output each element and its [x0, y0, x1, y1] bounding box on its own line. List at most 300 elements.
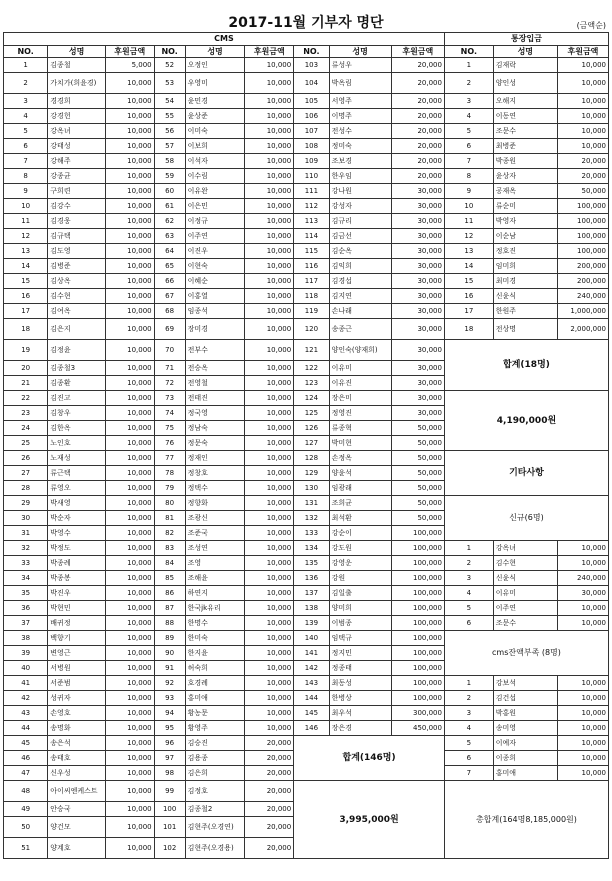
donation-amount: 20,000 — [391, 169, 444, 184]
donation-amount: 10,000 — [105, 631, 154, 646]
donation-amount: 10,000 — [245, 361, 294, 376]
donor-name: 최우석 — [329, 706, 391, 721]
donation-amount: 50,000 — [391, 451, 444, 466]
donor-name: 전부수 — [185, 340, 245, 361]
row-number: 131 — [294, 496, 329, 511]
donation-amount: 10,000 — [105, 391, 154, 406]
shortage-label: cms잔액부족 (8명) — [444, 631, 608, 676]
row-number: 34 — [4, 571, 48, 586]
donor-name: 성귀자 — [48, 691, 106, 706]
donor-name: 이은민 — [185, 199, 245, 214]
table-row — [4, 199, 609, 214]
donor-name: 전태진 — [185, 391, 245, 406]
row-number: 76 — [154, 436, 185, 451]
table-row — [4, 571, 609, 586]
donor-name: 이유미 — [493, 586, 557, 601]
row-number: 10 — [4, 199, 48, 214]
donor-name: 김규리 — [329, 214, 391, 229]
table-row — [4, 781, 609, 802]
row-number: 66 — [154, 274, 185, 289]
etc-label: 기타사항 — [444, 451, 608, 496]
row-number: 82 — [154, 526, 185, 541]
donation-amount: 10,000 — [557, 676, 608, 691]
row-number: 116 — [294, 259, 329, 274]
row-number: 113 — [294, 214, 329, 229]
donation-amount: 1,000,000 — [557, 304, 608, 319]
name-header: 성명 — [185, 46, 245, 58]
donor-name: 조영 — [185, 556, 245, 571]
row-number: 32 — [4, 541, 48, 556]
donor-name: 서준범 — [48, 676, 106, 691]
grand-total: 총합계(164명8,185,000원) — [444, 781, 608, 859]
donation-amount: 100,000 — [557, 214, 608, 229]
donation-amount: 10,000 — [245, 436, 294, 451]
donation-amount: 10,000 — [105, 289, 154, 304]
donor-name: 한병상 — [329, 691, 391, 706]
donation-amount: 10,000 — [105, 721, 154, 736]
row-number: 2 — [4, 73, 48, 94]
donor-name: 김현주(오경용) — [185, 838, 245, 859]
row-number: 49 — [4, 802, 48, 817]
donor-name: 이범종 — [329, 616, 391, 631]
donation-amount: 10,000 — [105, 259, 154, 274]
donor-name: 류영오 — [48, 481, 106, 496]
donation-amount: 10,000 — [245, 214, 294, 229]
row-number: 12 — [444, 229, 493, 244]
donation-amount: 100,000 — [391, 601, 444, 616]
donation-amount: 10,000 — [105, 124, 154, 139]
row-number: 85 — [154, 571, 185, 586]
donor-name: 정향화 — [185, 496, 245, 511]
row-number: 4 — [444, 586, 493, 601]
row-number: 117 — [294, 274, 329, 289]
donation-amount: 30,000 — [391, 184, 444, 199]
table-row — [4, 214, 609, 229]
donor-name: 최미경 — [493, 274, 557, 289]
donor-name: 강영운 — [329, 556, 391, 571]
donation-amount: 100,000 — [391, 646, 444, 661]
table-row — [4, 259, 609, 274]
donor-name: 오해지 — [493, 94, 557, 109]
donor-name: 정영진 — [329, 406, 391, 421]
donor-name: 김수현 — [493, 556, 557, 571]
donation-amount: 30,000 — [391, 304, 444, 319]
row-number: 37 — [4, 616, 48, 631]
donor-table — [3, 32, 609, 859]
donor-name: 호경례 — [185, 676, 245, 691]
row-number: 108 — [294, 139, 329, 154]
donation-amount: 100,000 — [557, 244, 608, 259]
donation-amount: 10,000 — [105, 676, 154, 691]
donor-name: 이보희 — [185, 139, 245, 154]
row-number: 16 — [4, 289, 48, 304]
donor-name: 강보석 — [493, 676, 557, 691]
donation-amount: 100,000 — [391, 631, 444, 646]
sort-note: (금액순) — [576, 21, 606, 30]
donor-name: 김병준 — [48, 259, 106, 274]
donation-amount: 10,000 — [557, 556, 608, 571]
donor-name: 류종혁 — [329, 421, 391, 436]
table-row — [4, 154, 609, 169]
row-number: 44 — [4, 721, 48, 736]
row-number: 88 — [154, 616, 185, 631]
row-number: 94 — [154, 706, 185, 721]
donation-amount: 10,000 — [245, 244, 294, 259]
donation-amount: 10,000 — [245, 466, 294, 481]
donor-name: 양건모 — [48, 817, 106, 838]
donation-amount: 100,000 — [391, 691, 444, 706]
donation-amount: 10,000 — [245, 631, 294, 646]
donor-name: 신우성 — [48, 766, 106, 781]
donor-name: 정창호 — [185, 466, 245, 481]
table-row — [4, 244, 609, 259]
donor-name: 신윤식 — [493, 571, 557, 586]
donor-name: 김건섭 — [493, 691, 557, 706]
donation-amount: 50,000 — [557, 184, 608, 199]
donor-name: 강종균 — [48, 169, 106, 184]
transfer-total-label: 합계(18명) — [444, 340, 608, 391]
row-number: 9 — [4, 184, 48, 199]
donor-name: 안승국 — [48, 802, 106, 817]
donation-amount: 10,000 — [557, 691, 608, 706]
row-number: 10 — [444, 199, 493, 214]
no-header: NO. — [444, 46, 493, 58]
row-number: 71 — [154, 361, 185, 376]
donor-name: 임광래 — [329, 481, 391, 496]
donation-amount: 10,000 — [245, 721, 294, 736]
donation-amount: 10,000 — [105, 496, 154, 511]
new-donors-label: 신규(6명) — [444, 496, 608, 541]
donor-name: 이유진 — [329, 376, 391, 391]
donor-name: 김도영 — [48, 244, 106, 259]
donation-amount: 100,000 — [391, 571, 444, 586]
donor-name: 강원 — [329, 571, 391, 586]
row-number: 21 — [4, 376, 48, 391]
donation-amount: 10,000 — [105, 511, 154, 526]
amount-header: 후원금액 — [105, 46, 154, 58]
amount-header: 후원금액 — [391, 46, 444, 58]
row-number: 4 — [444, 721, 493, 736]
donation-amount: 10,000 — [245, 229, 294, 244]
row-number: 31 — [4, 526, 48, 541]
row-number: 115 — [294, 244, 329, 259]
donor-name: 김종철3 — [48, 361, 106, 376]
donation-amount: 10,000 — [245, 289, 294, 304]
row-number: 132 — [294, 511, 329, 526]
table-row — [4, 691, 609, 706]
donation-amount: 10,000 — [105, 184, 154, 199]
row-number: 3 — [4, 94, 48, 109]
donor-name: 이순남 — [493, 229, 557, 244]
donor-name: 이유미 — [329, 361, 391, 376]
donor-name: 박종원 — [493, 154, 557, 169]
donor-name: 조문수 — [493, 124, 557, 139]
no-header: NO. — [154, 46, 185, 58]
row-number: 1 — [4, 58, 48, 73]
donation-amount: 30,000 — [391, 340, 444, 361]
row-number: 41 — [4, 676, 48, 691]
donation-amount: 10,000 — [557, 58, 608, 73]
row-number: 137 — [294, 586, 329, 601]
row-number: 84 — [154, 556, 185, 571]
donor-name: 한국jk유리 — [185, 601, 245, 616]
donation-amount: 10,000 — [105, 229, 154, 244]
row-number: 123 — [294, 376, 329, 391]
donation-amount: 30,000 — [391, 229, 444, 244]
donor-name: 김지연 — [329, 289, 391, 304]
donor-name: 이현숙 — [185, 259, 245, 274]
donation-amount: 10,000 — [105, 139, 154, 154]
donor-name: 박종봉 — [48, 571, 106, 586]
table-row — [4, 184, 609, 199]
table-row — [4, 496, 609, 511]
row-number: 20 — [4, 361, 48, 376]
donor-name: 박정도 — [48, 541, 106, 556]
donation-amount: 30,000 — [391, 361, 444, 376]
donation-amount: 100,000 — [391, 556, 444, 571]
donor-name: 임미희 — [493, 259, 557, 274]
donation-amount: 10,000 — [245, 616, 294, 631]
donation-amount: 10,000 — [105, 319, 154, 340]
donor-name: 손나래 — [329, 304, 391, 319]
cms-total-amount: 3,995,000원 — [294, 781, 445, 859]
row-number: 122 — [294, 361, 329, 376]
donation-amount: 10,000 — [105, 340, 154, 361]
donor-name: 배귀정 — [48, 616, 106, 631]
donor-name: 전승옥 — [185, 361, 245, 376]
donor-name: 조해윤 — [185, 571, 245, 586]
donation-amount: 10,000 — [245, 541, 294, 556]
donor-name: 류근택 — [48, 466, 106, 481]
row-number: 83 — [154, 541, 185, 556]
donor-name: 김종철 — [48, 58, 106, 73]
donor-name: 백향기 — [48, 631, 106, 646]
donor-name: 이홍열 — [185, 289, 245, 304]
donor-name: 이명주 — [329, 109, 391, 124]
donor-name: 김정윤 — [48, 340, 106, 361]
donor-name: 이예자 — [493, 736, 557, 751]
row-number: 109 — [294, 154, 329, 169]
donation-amount: 50,000 — [391, 421, 444, 436]
row-number: 61 — [154, 199, 185, 214]
donation-amount: 10,000 — [245, 58, 294, 73]
donation-amount: 100,000 — [391, 526, 444, 541]
donor-name: 김진고 — [48, 391, 106, 406]
donation-amount: 10,000 — [245, 586, 294, 601]
donor-name: 전영철 — [185, 376, 245, 391]
donation-amount: 30,000 — [391, 214, 444, 229]
donor-name: 박영자 — [493, 214, 557, 229]
row-number: 13 — [444, 244, 493, 259]
row-number: 48 — [4, 781, 48, 802]
donation-amount: 30,000 — [391, 319, 444, 340]
row-number: 2 — [444, 691, 493, 706]
donor-name: 김은희 — [185, 766, 245, 781]
table-row — [4, 229, 609, 244]
row-number: 13 — [4, 244, 48, 259]
row-number: 62 — [154, 214, 185, 229]
donor-name: 우영미 — [185, 73, 245, 94]
donation-amount: 450,000 — [391, 721, 444, 736]
row-number: 33 — [4, 556, 48, 571]
table-row — [4, 541, 609, 556]
donation-amount: 30,000 — [391, 274, 444, 289]
donation-amount: 10,000 — [245, 676, 294, 691]
donation-amount: 10,000 — [105, 691, 154, 706]
row-number: 99 — [154, 781, 185, 802]
donation-amount: 100,000 — [557, 229, 608, 244]
donor-name: 박영수 — [48, 526, 106, 541]
donor-name: 장은경 — [329, 721, 391, 736]
row-number: 129 — [294, 466, 329, 481]
row-number: 7 — [444, 766, 493, 781]
donor-name: 이진우 — [185, 244, 245, 259]
donation-amount: 20,000 — [245, 838, 294, 859]
donation-amount: 10,000 — [105, 616, 154, 631]
row-number: 65 — [154, 259, 185, 274]
donor-name: 윤상자 — [493, 169, 557, 184]
donation-amount: 10,000 — [245, 340, 294, 361]
row-number: 119 — [294, 304, 329, 319]
donation-amount: 10,000 — [245, 169, 294, 184]
row-number: 67 — [154, 289, 185, 304]
donor-name: 강옥녀 — [48, 124, 106, 139]
donation-amount: 10,000 — [105, 586, 154, 601]
row-number: 89 — [154, 631, 185, 646]
donation-amount: 10,000 — [105, 571, 154, 586]
row-number: 105 — [294, 94, 329, 109]
row-number: 72 — [154, 376, 185, 391]
donor-name: 경경희 — [48, 94, 106, 109]
donation-amount: 10,000 — [245, 526, 294, 541]
donation-amount: 30,000 — [391, 259, 444, 274]
donor-name: 한지윤 — [185, 646, 245, 661]
donor-name: 김여옥 — [48, 304, 106, 319]
donation-amount: 10,000 — [245, 601, 294, 616]
donation-amount: 10,000 — [105, 481, 154, 496]
name-header: 성명 — [493, 46, 557, 58]
row-number: 26 — [4, 451, 48, 466]
row-number: 142 — [294, 661, 329, 676]
row-number: 121 — [294, 340, 329, 361]
donor-name: 송명화 — [48, 721, 106, 736]
donor-name: 이미숙 — [185, 124, 245, 139]
donation-amount: 10,000 — [105, 466, 154, 481]
row-number: 77 — [154, 451, 185, 466]
donation-amount: 10,000 — [557, 616, 608, 631]
row-number: 9 — [444, 184, 493, 199]
row-number: 134 — [294, 541, 329, 556]
row-number: 28 — [4, 481, 48, 496]
transfer-total-amount: 4,190,000원 — [444, 391, 608, 451]
donation-amount: 20,000 — [391, 73, 444, 94]
row-number: 139 — [294, 616, 329, 631]
donation-amount: 10,000 — [557, 736, 608, 751]
row-number: 18 — [444, 319, 493, 340]
row-number: 86 — [154, 586, 185, 601]
donor-name: 최석환 — [329, 511, 391, 526]
row-number: 12 — [4, 229, 48, 244]
donor-name: 이주연 — [493, 601, 557, 616]
row-number: 125 — [294, 406, 329, 421]
donation-amount: 10,000 — [557, 109, 608, 124]
row-number: 81 — [154, 511, 185, 526]
page-title: 2017-11월 기부자 명단 — [228, 15, 384, 31]
donor-name: 정재인 — [185, 451, 245, 466]
donor-name: 황영주 — [185, 721, 245, 736]
donation-amount: 10,000 — [557, 751, 608, 766]
donation-amount: 10,000 — [105, 199, 154, 214]
donation-amount: 20,000 — [391, 58, 444, 73]
donor-name: 서병원 — [48, 661, 106, 676]
row-number: 55 — [154, 109, 185, 124]
donation-amount: 10,000 — [245, 481, 294, 496]
row-number: 93 — [154, 691, 185, 706]
table-row — [4, 139, 609, 154]
row-number: 60 — [154, 184, 185, 199]
row-number: 130 — [294, 481, 329, 496]
donor-name: 홍미애 — [493, 766, 557, 781]
donor-name: 박새영 — [48, 496, 106, 511]
name-header: 성명 — [48, 46, 106, 58]
donation-amount: 30,000 — [391, 406, 444, 421]
donor-name: 장은미 — [329, 391, 391, 406]
donation-amount: 10,000 — [105, 406, 154, 421]
donor-name: 한명수 — [185, 616, 245, 631]
donor-name: 신윤식 — [493, 289, 557, 304]
row-number: 102 — [154, 838, 185, 859]
donor-name: 최병준 — [493, 139, 557, 154]
row-number: 42 — [4, 691, 48, 706]
donor-name: 조준국 — [185, 526, 245, 541]
amount-header: 후원금액 — [245, 46, 294, 58]
donor-name: 정미숙 — [329, 139, 391, 154]
donation-amount: 30,000 — [391, 244, 444, 259]
donation-amount: 10,000 — [105, 526, 154, 541]
row-number: 30 — [4, 511, 48, 526]
row-number: 101 — [154, 817, 185, 838]
donor-name: 김재락 — [493, 58, 557, 73]
row-number: 1 — [444, 676, 493, 691]
donation-amount: 100,000 — [391, 661, 444, 676]
row-number: 145 — [294, 706, 329, 721]
row-number: 3 — [444, 706, 493, 721]
row-number: 141 — [294, 646, 329, 661]
row-number: 64 — [154, 244, 185, 259]
donor-name: 이유완 — [185, 184, 245, 199]
table-row — [4, 289, 609, 304]
donor-name: 조광신 — [185, 511, 245, 526]
row-number: 5 — [444, 124, 493, 139]
table-row — [4, 391, 609, 406]
donation-amount: 10,000 — [105, 541, 154, 556]
donation-amount: 10,000 — [245, 511, 294, 526]
row-number: 23 — [4, 406, 48, 421]
donation-amount: 10,000 — [245, 73, 294, 94]
row-number: 5 — [444, 601, 493, 616]
row-number: 6 — [4, 139, 48, 154]
donation-amount: 10,000 — [245, 661, 294, 676]
donor-name: 송태호 — [48, 751, 106, 766]
donation-amount: 10,000 — [105, 751, 154, 766]
donation-amount: 10,000 — [105, 817, 154, 838]
donation-amount: 10,000 — [245, 646, 294, 661]
row-number: 2 — [444, 556, 493, 571]
table-row — [4, 169, 609, 184]
row-number: 143 — [294, 676, 329, 691]
donation-amount: 10,000 — [105, 214, 154, 229]
row-number: 110 — [294, 169, 329, 184]
